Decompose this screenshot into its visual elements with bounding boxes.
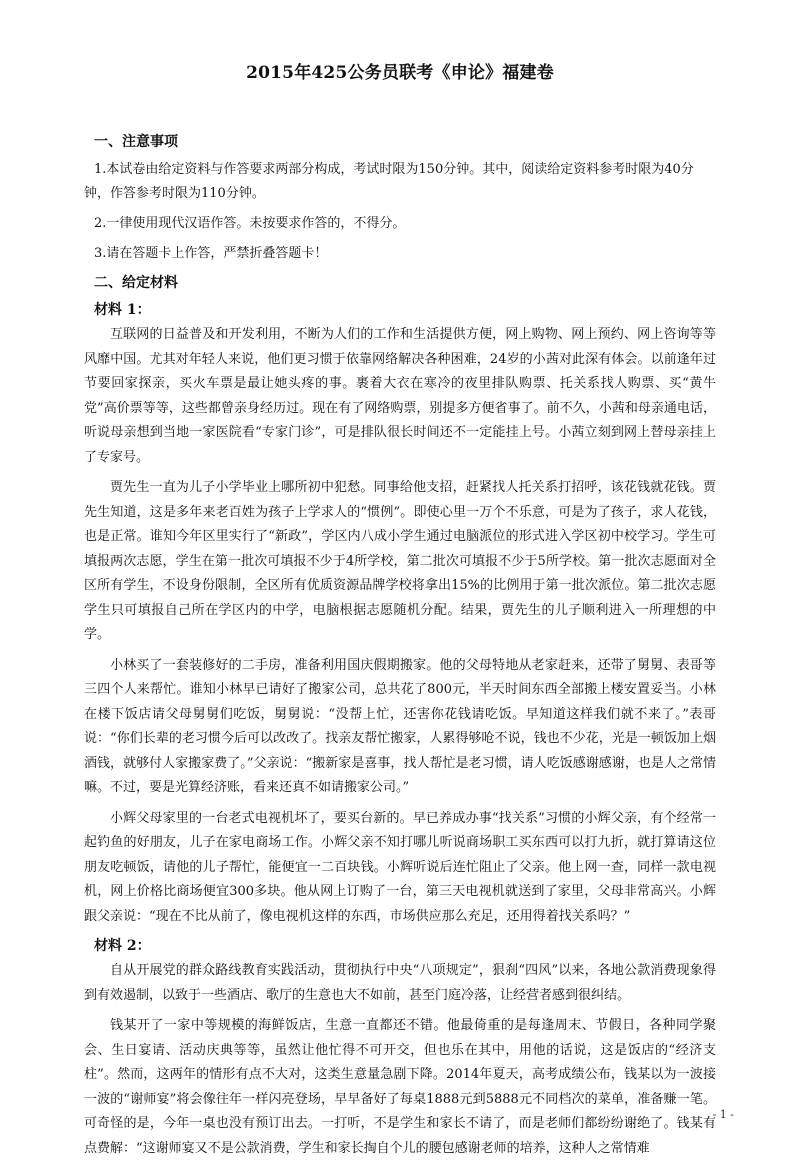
notice-item: 3.请在答题卡上作答，严禁折叠答题卡！ [94,246,328,261]
document-title: 2015年425公务员联考《申论》福建卷 [246,63,554,83]
material-2-paragraph: 自从开展党的群众路线教育实践活动，贯彻执行中央“八项规定”，狠刹“四风”以来，各地公款消费现象得到有效遏制，以致于一些酒店、歌厅的生意也大不如前，甚至门庭冷落，让经营者感到很纠结。 [84,963,716,1003]
section-heading-notes: 一、注意事项 [94,134,178,150]
page-number: - 1 - [712,1108,734,1121]
section-heading-materials: 二、给定材料 [94,275,178,291]
material-1-paragraph: 小辉父母家里的一台老式电视机坏了，要买台新的。早已养成办事“找关系”习惯的小辉父亲，有个经常一起钓鱼的好朋友，儿子在家电商场工作。小辉父亲不知打哪儿听说商场职工买东西可以打九折，就打算请这位朋友吃顿饭，请他的儿子帮忙，能便宜一二百块钱。小辉听说后连忙阻止了父亲。他上网一查，同样一款电视机，网上价格比商场便宜300多块。他从网上订购了一台，第三天电视机就送到了家里，父母非常高兴。小辉跟父亲说：“现在不比从前了，像电视机这样的东西，市场供应那么充足，还用得着找关系吗？” [84,810,716,924]
notice-item: 1.本试卷由给定资料与作答要求两部分构成，考试时限为150分钟。其中，阅读给定资料参考时限为40分钟，作答参考时限为110分钟。 [84,162,694,201]
material-1-paragraph: 小林买了一套装修好的二手房，准备利用国庆假期搬家。他的父母特地从老家赶来，还带了舅舅、表哥等三四个人来帮忙。谁知小林早已请好了搬家公司，总共花了800元，半天时间东西全部搬上楼安置妥当。小林在楼下饭店请父母舅舅们吃饭，舅舅说：“没帮上忙，还害你花钱请吃饭。早知道这样我们就不来了。”表哥说：“你们长辈的老习惯今后可以改改了。找亲友帮忙搬家，人累得够呛不说，钱也不少花，光是一顿饭加上烟酒钱，就够付人家搬家费了。”父亲说：“搬新家是喜事，找人帮忙是老习惯，请人吃饭感谢感谢，也是人之常情嘛。不过，要是光算经济账，看来还真不如请搬家公司。” [84,657,716,795]
material-1-paragraph: 贾先生一直为儿子小学毕业上哪所初中犯愁。同事给他支招，赶紧找人托关系打招呼，该花钱就花钱。贾先生知道，这是多年来老百姓为孩子上学求人的“惯例”。即使心里一万个不乐意，可是为了孩子，求人花钱，也是正常。谁知今年区里实行了“新政”，学区内八成小学生通过电脑派位的形式进入学区初中校学习。学生可填报两次志愿，学生在第一批次可填报不少于4所学校，第二批次可填报不少于5所学校。第一批次志愿面对全区所有学生，不设身份限制，全区所有优质资源品牌学校将拿出15%的比例用于第一批次派位。第二批次志愿学生只可填报自己所在学区内的中学，电脑根据志愿随机分配。结果，贾先生的儿子顺利进入一所理想的中学。 [84,480,716,642]
material-2-paragraph: 钱某开了一家中等规模的海鲜饭店，生意一直都还不错。他最倚重的是每逢周末、节假日，各种同学聚会、生日宴请、活动庆典等等，虽然让他忙得不可开交，但也乐在其中，用他的话说，这是饭店的“经济支柱”。然而，这两年的情形有点不大对，这类生意量急剧下降。2014年夏天，高考成绩公布，钱某以为一波接一波的“谢师宴”将会像往年一样闪亮登场，早早备好了每桌1888元到5888元不同档次的菜单，准备赚一笔。可奇怪的是，今年一桌也没有预订出去。一打听，不是学生和家长不请了，而是老师们都纷纷谢绝了。钱某有点费解：“这谢师宴又不是公款消费，学生和家长掏自个儿的腰包感谢老师的培养，这种人之常情难 [84,1018,716,1156]
material-1-heading: 材料 1： [94,302,151,318]
material-1-paragraph: 互联网的日益普及和开发利用，不断为人们的工作和生活提供方便，网上购物、网上预约、网上咨询等等风靡中国。尤其对年轻人来说，他们更习惯于依靠网络解决各种困难，24岁的小茜对此深有体会。以前逢年过节要回家探亲，买火车票是最让她头疼的事。裹着大衣在寒冷的夜里排队购票、托关系找人购票、买“黄牛党”高价票等等，这些都曾亲身经历过。现在有了网络购票，别提多方便省事了。前不久，小茜和母亲通电话，听说母亲想到当地一家医院看“专家门诊”，可是排队很长时间还不一定能挂上号。小茜立刻到网上替母亲挂上了专家号。 [84,327,716,465]
material-2-heading: 材料 2： [94,938,151,954]
notice-item: 2.一律使用现代汉语作答。未按要求作答的，不得分。 [94,216,406,231]
